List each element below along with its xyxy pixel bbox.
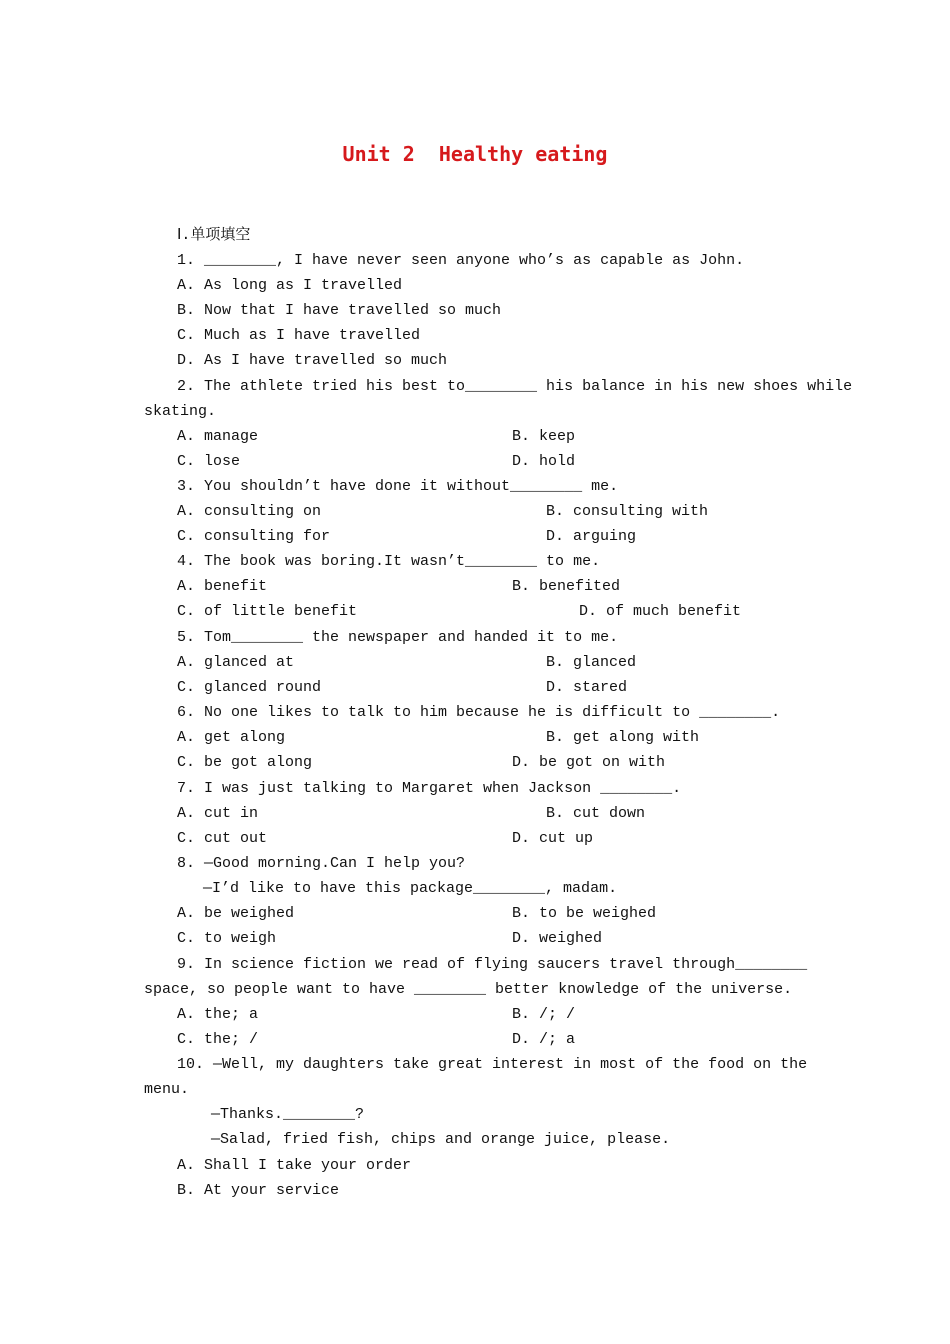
question-2-stem: 2. The athlete tried his best to________ his balance in his new shoes while	[177, 378, 853, 395]
question-3-option-b: B. consulting with	[546, 503, 709, 520]
question-7-option-c: C. cut out	[177, 830, 268, 847]
question-8-stem: 8. —Good morning.Can I help you?	[177, 855, 466, 872]
question-1-option-d: D. As I have travelled so much	[177, 352, 448, 369]
question-2-stem-continued: skating.	[144, 403, 217, 420]
question-8-option-b: B. to be weighed	[512, 905, 657, 922]
question-10-reply-2: —Salad, fried fish, chips and orange juice, please.	[211, 1131, 671, 1148]
question-3-option-a: A. consulting on	[177, 503, 322, 520]
question-7-option-a: A. cut in	[177, 805, 259, 822]
question-9-stem: 9. In science fiction we read of flying saucers travel through________	[177, 956, 808, 973]
section-heading: Ⅰ.单项填空	[177, 227, 251, 244]
question-9-stem-continued: space, so people want to have ________ better knowledge of the universe.	[144, 981, 793, 998]
question-6-option-b: B. get along with	[546, 729, 700, 746]
question-5-stem: 5. Tom________ the newspaper and handed it to me.	[177, 629, 619, 646]
question-1-option-b: B. Now that I have travelled so much	[177, 302, 502, 319]
question-8-option-d: D. weighed	[512, 930, 603, 947]
question-2-option-b: B. keep	[512, 428, 576, 445]
question-4-option-b: B. benefited	[512, 578, 621, 595]
question-3-option-c: C. consulting for	[177, 528, 331, 545]
question-1-stem: 1. ________, I have never seen anyone who’s as capable as John.	[177, 252, 745, 269]
question-6-option-d: D. be got on with	[512, 754, 666, 771]
question-4-option-a: A. benefit	[177, 578, 268, 595]
question-10-stem-continued: menu.	[144, 1081, 190, 1098]
question-5-option-b: B. glanced	[546, 654, 637, 671]
question-4-option-c: C. of little benefit	[177, 603, 358, 620]
question-6-option-c: C. be got along	[177, 754, 313, 771]
question-2-option-a: A. manage	[177, 428, 259, 445]
question-8-option-c: C. to weigh	[177, 930, 277, 947]
question-5-option-a: A. glanced at	[177, 654, 295, 671]
question-2-option-d: D. hold	[512, 453, 576, 470]
question-4-stem: 4. The book was boring.It wasn’t________ to me.	[177, 553, 601, 570]
question-2-option-c: C. lose	[177, 453, 241, 470]
question-5-option-c: C. glanced round	[177, 679, 322, 696]
question-9-option-d: D. /; a	[512, 1031, 576, 1048]
question-7-stem: 7. I was just talking to Margaret when Jackson ________.	[177, 780, 682, 797]
question-4-option-d: D. of much benefit	[579, 603, 742, 620]
question-8-reply: —I’d like to have this package________, madam.	[203, 880, 618, 897]
question-3-stem: 3. You shouldn’t have done it without________ me.	[177, 478, 619, 495]
question-3-option-d: D. arguing	[546, 528, 637, 545]
question-7-option-b: B. cut down	[546, 805, 646, 822]
question-10-reply-1: —Thanks.________?	[211, 1106, 365, 1123]
question-6-stem: 6. No one likes to talk to him because he is difficult to ________.	[177, 704, 781, 721]
question-1-option-a: A. As long as I travelled	[177, 277, 403, 294]
question-10-stem: 10. —Well, my daughters take great interest in most of the food on the	[177, 1056, 808, 1073]
question-9-option-b: B. /; /	[512, 1006, 576, 1023]
question-8-option-a: A. be weighed	[177, 905, 295, 922]
question-9-option-a: A. the; a	[177, 1006, 259, 1023]
question-7-option-d: D. cut up	[512, 830, 594, 847]
question-10-option-a: A. Shall I take your order	[177, 1157, 412, 1174]
question-10-option-b: B. At your service	[177, 1182, 340, 1199]
question-1-option-c: C. Much as I have travelled	[177, 327, 421, 344]
page-title: Unit 2 Healthy eating	[342, 142, 608, 166]
question-6-option-a: A. get along	[177, 729, 286, 746]
question-5-option-d: D. stared	[546, 679, 628, 696]
question-9-option-c: C. the; /	[177, 1031, 259, 1048]
